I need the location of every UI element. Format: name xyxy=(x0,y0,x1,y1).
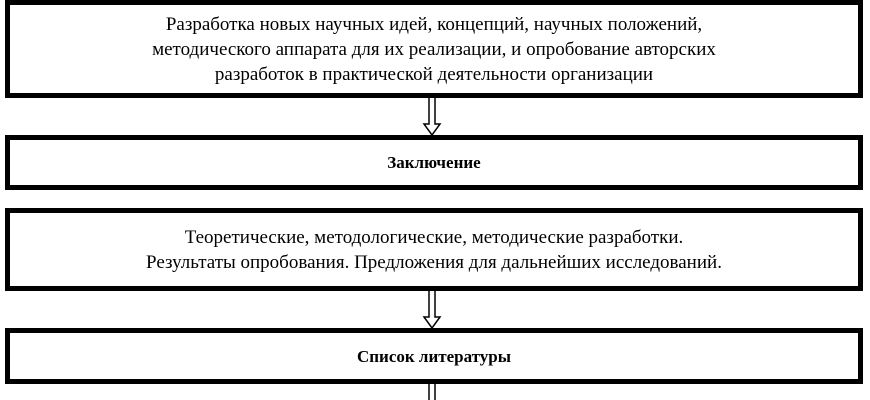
arrow-down-icon xyxy=(422,98,442,136)
development-box xyxy=(5,0,863,98)
results-box xyxy=(5,208,863,291)
references-label: Список литературы xyxy=(356,346,512,366)
conclusion-box xyxy=(5,135,863,190)
conclusion-label: Заключение xyxy=(387,153,481,172)
references-box xyxy=(5,328,863,384)
arrow-down-icon xyxy=(422,291,442,329)
development-text-line-1: Разработка новых научных идей, концепций, научных положений, xyxy=(165,13,703,35)
development-text-line-2: методического аппарата для их реализации, и опробование авторских xyxy=(152,38,716,60)
development-text-line-3: разработок в практической деятельности организации xyxy=(214,63,654,85)
results-text-line-1: Теоретические, методологические, методические разработки. xyxy=(184,226,684,248)
arrow-down-icon xyxy=(422,384,442,400)
results-text-line-2: Результаты опробования. Предложения для дальнейших исследований. xyxy=(146,251,722,273)
